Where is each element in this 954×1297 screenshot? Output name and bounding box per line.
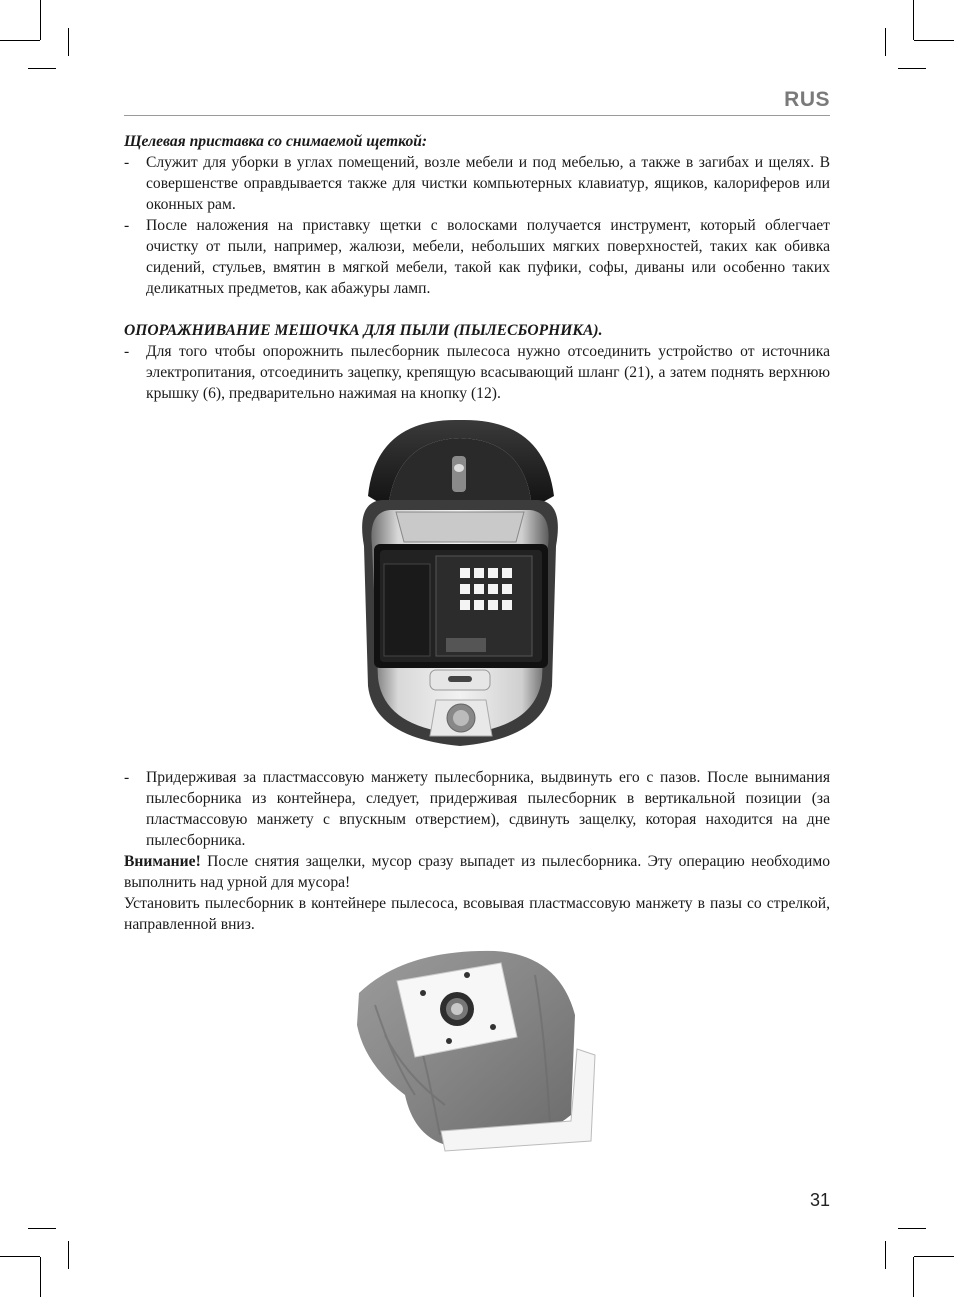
crop-mark: [885, 1241, 886, 1269]
list-item-text: После наложения на приставку щетки с волосками получается инструмент, который облегчает очистку от пыли, например, жалюзи, мебели, небольших мягких поверхностей, таких как обивка сидений, стульев, вмятин в мягкой мебели, такой как пуфики, софы, диваны или особенно таких деликатных предметов, как абажуры ламп.: [146, 217, 830, 297]
warning-paragraph: [124, 851, 830, 893]
list-item-text: Для того чтобы опорожнить пылесборник пылесоса нужно отсоединить устройство от источника электропитания, отсоединить зацепку, крепящую всасывающий шланг (21), а затем поднять верхнюю крышку (6), предварительно нажимая на кнопку (12).: [146, 343, 830, 402]
bullet-dash: -: [124, 217, 130, 234]
header-rule: [124, 115, 830, 116]
list-item-text: Служит для уборки в углах помещений, возле мебели и под мебелью, а также в загибах и щелях. В совершенстве оправдывается также для чистки компьютерных клавиатур, ящиков, калориферов или оконных рам.: [146, 154, 830, 213]
crop-mark: [913, 0, 914, 40]
list-item: [124, 215, 830, 299]
crop-mark: [68, 28, 69, 56]
crop-mark: [28, 1228, 56, 1229]
crop-mark: [898, 68, 926, 69]
crop-mark: [914, 40, 954, 41]
emptying-list: [124, 341, 830, 404]
dustbag-list: [124, 767, 830, 851]
section-title-emptying: ОПОРАЖНИВАНИЕ МЕШОЧКА ДЛЯ ПЫЛИ (ПЫЛЕСБОРНИКА).: [124, 322, 603, 339]
crop-mark: [913, 1257, 914, 1297]
bullet-dash: -: [124, 769, 130, 786]
crop-mark: [914, 1256, 954, 1257]
warning-label: Внимание!: [124, 853, 201, 870]
bullet-dash: -: [124, 154, 130, 171]
page-number: 31: [809, 1190, 830, 1210]
install-paragraph: Установить пылесборник в контейнере пылесоса, всовывая пластмассовую манжету в пазы со стрелкой, направленной вниз.: [124, 895, 830, 933]
vacuum-open-lid-image: [356, 416, 564, 750]
crop-mark: [885, 28, 886, 56]
list-item: [124, 767, 830, 851]
crop-mark: [0, 40, 40, 41]
language-label: RUS: [784, 88, 830, 111]
crop-mark: [40, 0, 41, 40]
crop-mark: [40, 1257, 41, 1297]
crop-mark: [68, 1241, 69, 1269]
list-item-text: Придерживая за пластмассовую манжету пылесборника, выдвинуть его с пазов. После вынимания пылесборника из контейнера, следует, придерживая пылесборник в вертикальной позиции (за пластмассовую манжету с впускным отверстием), сдвинуть защелку, которая находится на дне пылесборника.: [146, 769, 830, 849]
warning-text: После снятия защелки, мусор сразу выпадет из пылесборника. Эту операцию необходимо выполнить над урной для мусора!: [124, 853, 830, 891]
dust-bag-image: [345, 945, 597, 1152]
list-item: [124, 341, 830, 404]
crop-mark: [0, 1256, 40, 1257]
section-title-crevice-tool: Щелевая приставка со снимаемой щеткой:: [124, 133, 428, 150]
crop-mark: [898, 1228, 926, 1229]
crop-mark: [28, 68, 56, 69]
bullet-dash: -: [124, 343, 130, 360]
list-item: [124, 152, 830, 215]
crevice-tool-list: [124, 152, 830, 299]
